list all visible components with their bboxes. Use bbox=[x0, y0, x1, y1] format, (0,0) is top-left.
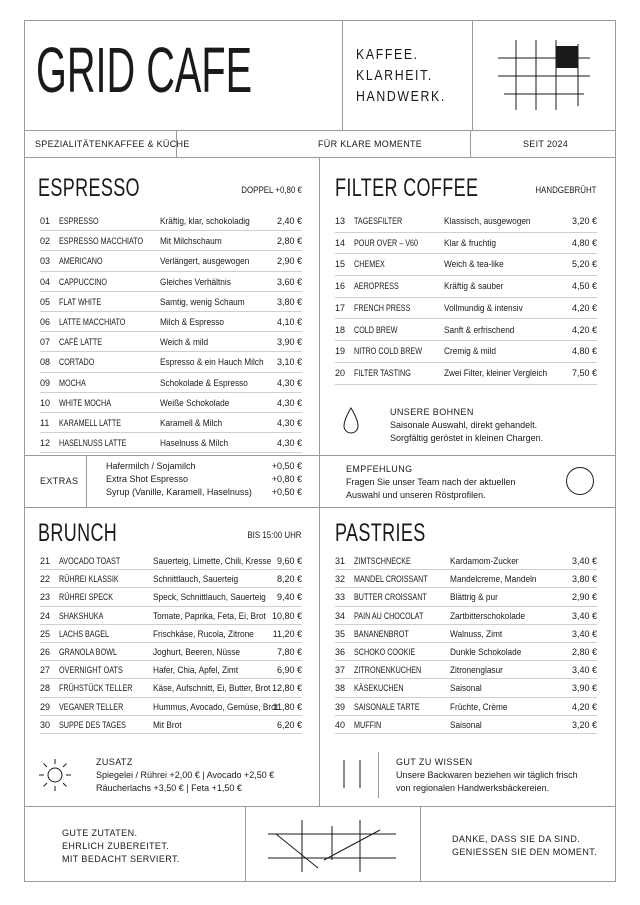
menu-item-row bbox=[40, 588, 302, 606]
menu-item-row bbox=[40, 211, 302, 231]
item-price: 3,90 € bbox=[276, 337, 302, 348]
item-name: WHITE MOCHA bbox=[59, 397, 111, 408]
filter-title-text: FILTER COFFEE bbox=[335, 174, 479, 202]
espresso-double-note: DOPPEL +0,80 € bbox=[241, 185, 302, 195]
item-number: 09 bbox=[40, 377, 51, 388]
menu-item-row bbox=[40, 643, 302, 661]
item-description: Weich & mild bbox=[160, 337, 209, 348]
menu-item-row bbox=[335, 363, 597, 385]
item-number: 31 bbox=[335, 556, 346, 566]
item-number: 20 bbox=[335, 367, 346, 378]
item-description: Sanft & erfrischend bbox=[444, 324, 515, 335]
item-number: 18 bbox=[335, 324, 346, 335]
item-name: KÄSEKUCHEN bbox=[354, 683, 404, 694]
brunch-title-text: BRUNCH bbox=[38, 519, 118, 547]
menu-item-row bbox=[40, 698, 302, 716]
extras-item-price: +0,50 € bbox=[271, 487, 302, 497]
extras-item bbox=[106, 486, 302, 499]
item-price: 4,30 € bbox=[276, 397, 302, 408]
item-number: 06 bbox=[40, 317, 51, 327]
subbar-bottom-rule bbox=[24, 157, 616, 158]
item-name: ESPRESSO bbox=[59, 216, 99, 226]
item-price: 6,20 € bbox=[276, 719, 302, 730]
item-description: Saisonal bbox=[450, 719, 482, 730]
item-description: Schokolade & Espresso bbox=[160, 377, 248, 388]
row-divider bbox=[335, 384, 597, 385]
extras-divider bbox=[86, 455, 87, 507]
footer-right-line-1: DANKE, DASS SIE DA SIND. bbox=[452, 834, 581, 844]
item-name: RÜHREI KLASSIK bbox=[59, 574, 119, 585]
item-description: Espresso & ein Hauch Milch bbox=[160, 357, 264, 368]
item-name: FILTER TASTING bbox=[354, 367, 411, 378]
item-description: Walnuss, Zimt bbox=[450, 628, 503, 639]
item-price: 3,10 € bbox=[276, 357, 302, 368]
item-name: PAIN AU CHOCOLAT bbox=[354, 610, 424, 621]
item-description: Mandelcreme, Mandeln bbox=[450, 574, 537, 585]
good-to-know-title: GUT ZU WISSEN bbox=[396, 757, 473, 767]
menu-item-row bbox=[40, 393, 302, 413]
item-price: 6,90 € bbox=[276, 665, 302, 676]
item-price: 2,90 € bbox=[571, 592, 597, 603]
item-description: Zwei Filter, kleiner Vergleich bbox=[444, 367, 548, 378]
item-price: 4,10 € bbox=[276, 317, 302, 327]
item-name: ZITRONENKUCHEN bbox=[354, 665, 422, 676]
item-price: 12,80 € bbox=[271, 683, 302, 694]
sun-icon bbox=[38, 758, 72, 792]
menu-item-row bbox=[335, 570, 597, 588]
item-price: 9,40 € bbox=[276, 592, 302, 603]
item-name: CAFÉ LATTE bbox=[59, 337, 103, 348]
item-number: 23 bbox=[40, 592, 51, 603]
item-number: 37 bbox=[335, 665, 346, 676]
menu-item-row bbox=[335, 552, 597, 570]
zusatz-line-2: Räucherlachs +3,50 € | Feta +1,50 € bbox=[96, 783, 242, 793]
item-price: 3,80 € bbox=[276, 296, 302, 307]
item-description: Frischkäse, Rucola, Zitrone bbox=[153, 628, 254, 639]
item-name: MANDEL CROISSANT bbox=[354, 574, 428, 585]
menu-item-row bbox=[335, 607, 597, 625]
menu-item-row bbox=[335, 233, 597, 255]
menu-item-row bbox=[335, 661, 597, 679]
item-description: Speck, Schnittlauch, Sauerteig bbox=[153, 592, 266, 603]
item-number: 33 bbox=[335, 592, 346, 603]
filter-note: HANDGEBRÜHT bbox=[535, 185, 597, 195]
footer-left-line-3: MIT BEDACHT SERVIERT. bbox=[62, 854, 180, 864]
item-description: Milch & Espresso bbox=[160, 317, 224, 327]
item-price: 4,20 € bbox=[571, 324, 597, 335]
item-number: 13 bbox=[335, 216, 346, 226]
item-name: RÜHREI SPECK bbox=[59, 592, 114, 603]
beans-title: UNSERE BOHNEN bbox=[390, 407, 474, 417]
tagline bbox=[356, 44, 466, 107]
item-name: NITRO COLD BREW bbox=[354, 346, 423, 357]
item-name: ZIMTSCHNECKE bbox=[354, 556, 411, 566]
item-name: AVOCADO TOAST bbox=[59, 556, 121, 566]
item-description: Saisonal bbox=[450, 683, 482, 694]
menu-item-row bbox=[40, 312, 302, 332]
footer-left-line-1: GUTE ZUTATEN. bbox=[62, 828, 138, 838]
item-name: MOCHA bbox=[59, 377, 86, 388]
item-description: Früchte, Crème bbox=[450, 701, 508, 712]
item-number: 29 bbox=[40, 701, 51, 712]
extras-item bbox=[106, 460, 302, 473]
item-price: 4,30 € bbox=[276, 438, 302, 449]
item-name: SHAKSHUKA bbox=[59, 610, 104, 621]
footer-top-rule bbox=[24, 806, 616, 807]
item-price: 5,20 € bbox=[571, 259, 597, 270]
item-number: 32 bbox=[335, 574, 346, 585]
item-name: FRÜHSTÜCK TELLER bbox=[59, 683, 133, 694]
extras-item-name: Syrup (Vanille, Karamell, Haselnuss) bbox=[106, 487, 252, 497]
item-name: LATTE MACCHIATO bbox=[59, 317, 126, 327]
item-number: 36 bbox=[335, 647, 346, 657]
tagline-line-2: KLARHEIT. bbox=[356, 67, 433, 84]
item-price: 3,20 € bbox=[571, 719, 597, 730]
row-divider bbox=[40, 733, 302, 734]
cafe-title bbox=[36, 34, 336, 118]
footer-divider bbox=[245, 806, 246, 882]
item-number: 39 bbox=[335, 701, 346, 712]
item-price: 4,50 € bbox=[571, 281, 597, 292]
menu-item-row bbox=[335, 341, 597, 363]
menu-item-row bbox=[40, 679, 302, 697]
item-number: 34 bbox=[335, 610, 346, 621]
item-name: POUR OVER – V60 bbox=[354, 237, 419, 248]
good-to-know-line-2: von regionalen Handwerksbäckereien. bbox=[396, 783, 550, 793]
double-bar-icon bbox=[340, 758, 366, 790]
item-number: 07 bbox=[40, 337, 51, 348]
menu-item-row bbox=[40, 716, 302, 734]
menu-item-row bbox=[335, 643, 597, 661]
menu-item-row bbox=[335, 698, 597, 716]
item-price: 3,20 € bbox=[571, 216, 597, 226]
item-price: 3,40 € bbox=[571, 610, 597, 621]
item-price: 11,80 € bbox=[272, 701, 302, 712]
item-name: SCHOKO COOKIE bbox=[354, 647, 416, 657]
footer-left-text bbox=[62, 827, 180, 866]
menu-item-row bbox=[335, 716, 597, 734]
item-name: KARAMELL LATTE bbox=[59, 418, 122, 428]
item-number: 01 bbox=[40, 216, 51, 226]
item-number: 02 bbox=[40, 236, 51, 247]
item-number: 10 bbox=[40, 397, 51, 408]
item-number: 19 bbox=[335, 346, 346, 357]
grid-sketch-icon bbox=[266, 816, 398, 874]
zusatz-line-1: Spiegelei / Rührei +2,00 € | Avocado +2,50 € bbox=[96, 770, 275, 780]
item-price: 3,60 € bbox=[276, 276, 302, 287]
item-description: Klar & fruchtig bbox=[444, 237, 497, 248]
item-number: 40 bbox=[335, 719, 346, 730]
item-name: FRENCH PRESS bbox=[354, 302, 411, 313]
menu-item-row bbox=[40, 433, 302, 453]
item-description: Joghurt, Beeren, Nüsse bbox=[153, 647, 240, 657]
menu-item-row bbox=[335, 588, 597, 606]
item-description: Weiße Schokolade bbox=[160, 397, 230, 408]
item-description: Samtig, wenig Schaum bbox=[160, 296, 245, 307]
item-name: AEROPRESS bbox=[354, 281, 399, 292]
item-name: BANANENBROT bbox=[354, 628, 409, 639]
extras-label: EXTRAS bbox=[40, 476, 79, 486]
item-price: 4,80 € bbox=[571, 237, 597, 248]
item-description: Karamell & Milch bbox=[160, 418, 223, 428]
item-name: SAISONALE TARTE bbox=[354, 701, 420, 712]
extras-item-name: Extra Shot Espresso bbox=[106, 474, 189, 484]
item-description: Vollmundig & intensiv bbox=[444, 302, 523, 313]
item-name: CHEMEX bbox=[354, 259, 385, 270]
espresso-title-text: ESPRESSO bbox=[38, 174, 140, 202]
item-number: 25 bbox=[40, 628, 51, 639]
menu-item-row bbox=[40, 625, 302, 643]
menu-item-row bbox=[335, 625, 597, 643]
item-number: 22 bbox=[40, 574, 51, 585]
menu-item-row bbox=[40, 552, 302, 570]
item-description: Hafer, Chia, Apfel, Zimt bbox=[153, 665, 239, 676]
menu-item-row bbox=[40, 373, 302, 393]
subbar-moments: FÜR KLARE MOMENTE bbox=[318, 139, 423, 149]
item-number: 15 bbox=[335, 259, 346, 270]
item-price: 8,20 € bbox=[276, 574, 302, 585]
beans-line-2: Sorgfältig geröstet in kleinen Chargen. bbox=[390, 433, 544, 443]
grid-logo-icon bbox=[498, 38, 590, 114]
beans-line-1: Saisonale Auswahl, direkt gehandelt. bbox=[390, 420, 538, 430]
item-description: Käse, Aufschnitt, Ei, Butter, Brot bbox=[153, 683, 271, 694]
item-name: OVERNIGHT OATS bbox=[59, 665, 123, 676]
header-divider-2 bbox=[472, 20, 473, 131]
item-number: 17 bbox=[335, 302, 346, 313]
item-number: 16 bbox=[335, 281, 346, 292]
row-divider bbox=[335, 733, 597, 734]
item-number: 11 bbox=[40, 418, 50, 428]
item-description: Kräftig, klar, schokoladig bbox=[160, 216, 250, 226]
menu-item-row bbox=[40, 231, 302, 251]
item-price: 7,50 € bbox=[571, 367, 597, 378]
item-name: BUTTER CROISSANT bbox=[354, 592, 427, 603]
menu-item-row bbox=[335, 320, 597, 342]
menu-item-row bbox=[40, 292, 302, 312]
menu-item-row bbox=[335, 276, 597, 298]
recommendation-line-1: Fragen Sie unser Team nach der aktuellen bbox=[346, 477, 516, 487]
footer-right-text bbox=[452, 833, 597, 859]
item-description: Sauerteig, Limette, Chili, Kresse bbox=[153, 556, 272, 566]
filter-title bbox=[335, 176, 534, 201]
item-name: AMERICANO bbox=[59, 256, 103, 267]
recommendation-line-2: Auswahl und unseren Röstprofilen. bbox=[346, 490, 486, 500]
item-number: 26 bbox=[40, 647, 51, 657]
item-name: CORTADO bbox=[59, 357, 95, 368]
item-number: 05 bbox=[40, 296, 51, 307]
item-description: Tomate, Paprika, Feta, Ei, Brot bbox=[153, 610, 266, 621]
column-divider-lower bbox=[319, 507, 320, 806]
header-divider bbox=[342, 20, 343, 131]
item-price: 4,30 € bbox=[276, 418, 302, 428]
footer-right-line-2: GENIESSEN SIE DEN MOMENT. bbox=[452, 847, 598, 857]
menu-item-row bbox=[40, 413, 302, 433]
item-price: 3,40 € bbox=[571, 665, 597, 676]
item-price: 11,20 € bbox=[272, 628, 302, 639]
item-description: Dunkle Schokolade bbox=[450, 647, 522, 657]
recommendation-title: EMPFEHLUNG bbox=[346, 464, 413, 474]
item-name: VEGANER TELLER bbox=[59, 701, 124, 712]
item-number: 21 bbox=[40, 556, 51, 566]
subbar-top-rule bbox=[24, 130, 616, 131]
item-description: Kräftig & sauber bbox=[444, 281, 504, 292]
item-price: 4,20 € bbox=[571, 701, 597, 712]
item-description: Verlängert, ausgewogen bbox=[160, 256, 250, 267]
item-description: Weich & tea-like bbox=[444, 259, 504, 270]
item-name: CAPPUCCINO bbox=[59, 276, 108, 287]
item-price: 2,40 € bbox=[276, 216, 302, 226]
item-number: 30 bbox=[40, 719, 51, 730]
zusatz-title: ZUSATZ bbox=[96, 757, 133, 767]
item-number: 14 bbox=[335, 237, 346, 248]
item-number: 08 bbox=[40, 357, 51, 368]
item-number: 04 bbox=[40, 276, 51, 287]
item-description: Cremig & mild bbox=[444, 346, 496, 357]
espresso-title bbox=[38, 176, 180, 201]
extras-top-rule bbox=[24, 455, 616, 456]
item-description: Mit Milchschaum bbox=[160, 236, 222, 247]
menu-item-row bbox=[40, 251, 302, 271]
extras-item-price: +0,50 € bbox=[271, 461, 302, 471]
item-name: FLAT WHITE bbox=[59, 296, 102, 307]
extras-item bbox=[106, 473, 302, 486]
menu-item-row bbox=[40, 332, 302, 352]
menu-item-row bbox=[335, 211, 597, 233]
item-name: HASELNUSS LATTE bbox=[59, 438, 127, 449]
subbar-since: SEIT 2024 bbox=[523, 139, 569, 149]
row-divider bbox=[40, 452, 302, 453]
item-number: 27 bbox=[40, 665, 51, 676]
item-number: 24 bbox=[40, 610, 51, 621]
brunch-title bbox=[38, 521, 148, 546]
extras-item-name: Hafermilch / Sojamilch bbox=[106, 461, 196, 471]
footer-divider bbox=[420, 806, 421, 882]
item-price: 3,90 € bbox=[571, 683, 597, 694]
item-number: 35 bbox=[335, 628, 346, 639]
menu-item-row bbox=[40, 352, 302, 372]
menu-item-row bbox=[40, 607, 302, 625]
menu-item-row bbox=[40, 570, 302, 588]
item-price: 2,80 € bbox=[276, 236, 302, 247]
item-description: Klassisch, ausgewogen bbox=[444, 216, 531, 226]
drop-icon bbox=[342, 407, 360, 435]
pastries-title-text: PASTRIES bbox=[335, 519, 426, 547]
item-price: 2,80 € bbox=[571, 647, 597, 657]
tagline-line-3: HANDWERK. bbox=[356, 88, 446, 105]
item-description: Blättrig & pur bbox=[450, 592, 498, 603]
footer-left-line-2: EHRLICH ZUBEREITET. bbox=[62, 841, 170, 851]
item-description: Haselnuss & Milch bbox=[160, 438, 229, 449]
item-description: Schnittlauch, Sauerteig bbox=[153, 574, 239, 585]
good-to-know-line-1: Unsere Backwaren beziehen wir täglich frisch bbox=[396, 770, 578, 780]
menu-item-row bbox=[335, 298, 597, 320]
item-name: COLD BREW bbox=[354, 324, 398, 335]
item-number: 38 bbox=[335, 683, 346, 694]
item-name: LACHS BAGEL bbox=[59, 628, 110, 639]
item-name: GRANOLA BOWL bbox=[59, 647, 118, 657]
item-description: Gleiches Verhältnis bbox=[160, 276, 231, 287]
item-price: 4,80 € bbox=[571, 346, 597, 357]
item-number: 12 bbox=[40, 438, 51, 449]
subbar-divider bbox=[470, 130, 471, 158]
tagline-line-1: KAFFEE. bbox=[356, 46, 419, 63]
item-number: 03 bbox=[40, 256, 51, 267]
item-price: 9,60 € bbox=[276, 556, 302, 566]
item-name: MUFFIN bbox=[354, 719, 382, 730]
item-price: 3,40 € bbox=[571, 628, 597, 639]
menu-item-row bbox=[40, 661, 302, 679]
pastries-title bbox=[335, 521, 461, 546]
item-description: Hummus, Avocado, Gemüse, Brot bbox=[153, 701, 279, 712]
subbar-specialty: SPEZIALITÄTENKAFFEE & KÜCHE bbox=[35, 139, 190, 149]
item-name: TAGESFILTER bbox=[354, 216, 403, 226]
item-price: 3,40 € bbox=[571, 556, 597, 566]
item-price: 2,90 € bbox=[276, 256, 302, 267]
menu-item-row bbox=[335, 254, 597, 276]
brunch-time-note: BIS 15:00 UHR bbox=[247, 530, 302, 540]
item-price: 7,80 € bbox=[276, 647, 302, 657]
extras-item-price: +0,80 € bbox=[271, 474, 302, 484]
menu-item-row bbox=[40, 272, 302, 292]
mid-rule bbox=[24, 507, 616, 508]
item-description: Mit Brot bbox=[153, 719, 182, 730]
item-price: 4,30 € bbox=[276, 377, 302, 388]
item-description: Zartbitterschokolade bbox=[450, 610, 526, 621]
item-number: 28 bbox=[40, 683, 51, 694]
item-price: 10,80 € bbox=[271, 610, 302, 621]
cafe-title-text: GRID CAFE bbox=[36, 34, 253, 106]
item-price: 3,80 € bbox=[571, 574, 597, 585]
item-name: SUPPE DES TAGES bbox=[59, 719, 126, 730]
menu-item-row bbox=[335, 679, 597, 697]
circle-icon bbox=[565, 466, 595, 496]
item-price: 4,20 € bbox=[571, 302, 597, 313]
item-name: ESPRESSO MACCHIATO bbox=[59, 236, 144, 247]
item-description: Kardamom-Zucker bbox=[450, 556, 519, 566]
item-description: Zitronenglasur bbox=[450, 665, 503, 676]
good-to-know-divider bbox=[378, 752, 379, 798]
